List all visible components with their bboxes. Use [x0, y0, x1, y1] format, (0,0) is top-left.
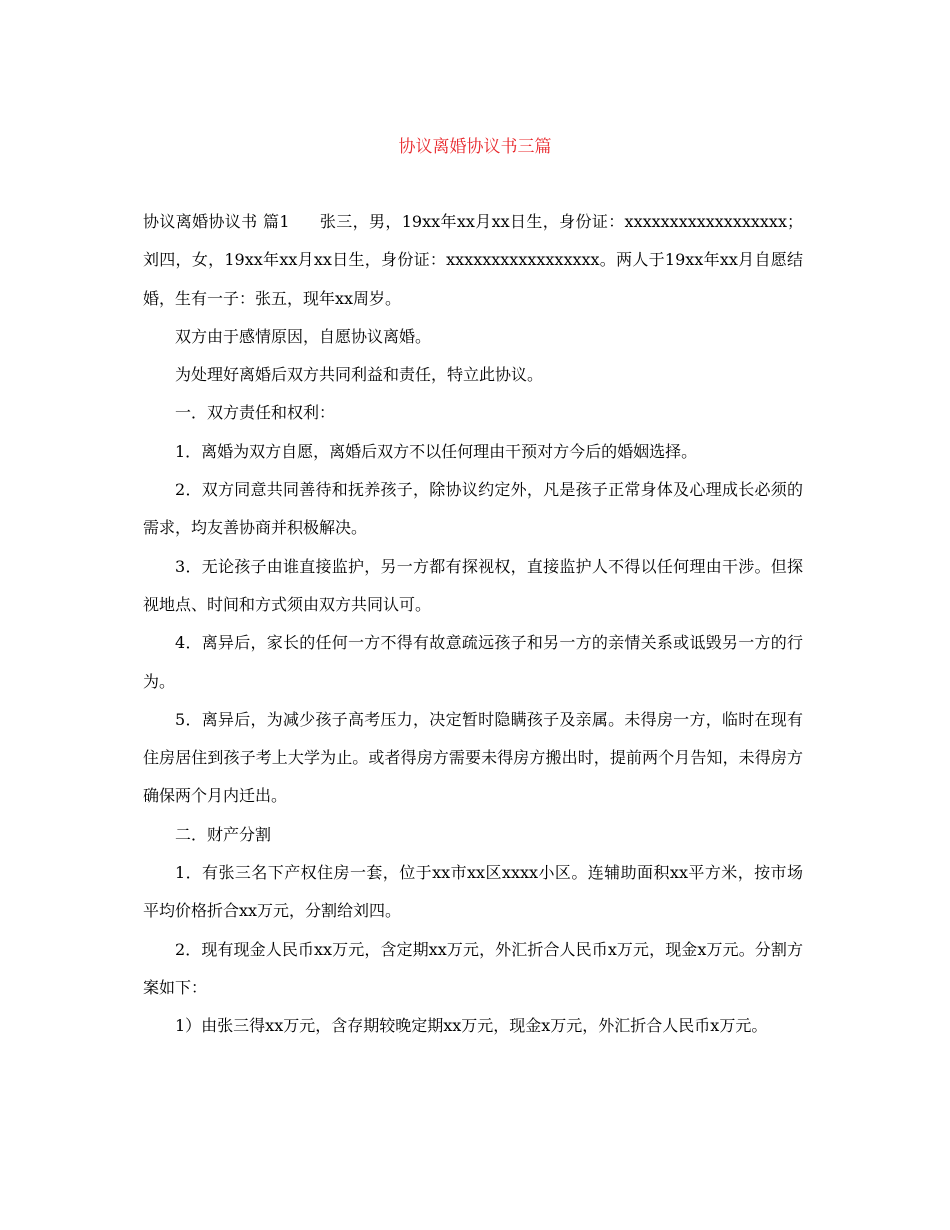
document-title: 协议离婚协议书三篇: [398, 137, 552, 157]
clause-1-1: 1．离婚为双方自愿，离婚后双方不以任何理由干预对方今后的婚姻选择。: [175, 441, 698, 461]
intro-text: 张三，男，19xx年xx月xx日生，身份证：xxxxxxxxxxxxxxxxxx；刘四，女，19xx年xx月xx日生，身份证：xxxxxxxxxxxxxxxxx。两人于19xx年xx月自愿结婚，生有一子：张五，现年xx周岁。: [143, 212, 803, 308]
clause-1-3: 3．无论孩子由谁直接监护，另一方都有探视权，直接监护人不得以任何理由干涉。但探视地点、时间和方式须由双方共同认可。: [143, 556, 803, 614]
clause-1-4: 4．离异后，家长的任何一方不得有故意疏远孩子和另一方的亲情关系或诋毁另一方的行为。: [143, 633, 803, 691]
clause-1-2: 2．双方同意共同善待和抚养孩子，除协议约定外，凡是孩子正常身体及心理成长必须的需求，均友善协商并积极解决。: [143, 480, 803, 538]
clause-2-2: 2．现有现金人民币xx万元，含定期xx万元，外汇折合人民币x万元，现金x万元。分割方案如下：: [143, 939, 803, 997]
intro-label: 协议离婚协议书 篇1: [143, 212, 290, 231]
paragraph-purpose: 为处理好离婚后双方共同利益和责任，特立此协议。: [175, 365, 544, 385]
section-heading-property: 二．财产分割: [175, 824, 272, 844]
clause-1-5: 5．离异后，为减少孩子高考压力，决定暂时隐瞒孩子及亲属。未得房一方，临时在现有住房居住到孩子考上大学为止。或者得房方需要未得房方搬出时，提前两个月告知，未得房方确保两个月内迁出。: [143, 709, 803, 806]
clause-2-1: 1．有张三名下产权住房一套，位于xx市xx区xxxx小区。连辅助面积xx平方米，按市场平均价格折合xx万元，分割给刘四。: [143, 863, 803, 921]
intro-paragraph: [143, 203, 803, 318]
section-heading-responsibilities: 一．双方责任和权利：: [175, 403, 336, 423]
document-body: [143, 203, 803, 1046]
paragraph-reason: 双方由于感情原因，自愿协议离婚。: [175, 326, 432, 346]
clause-2-2-1: 1）由张三得xx万元，含存期较晚定期xx万元，现金x万元，外汇折合人民币x万元。: [175, 1016, 768, 1036]
